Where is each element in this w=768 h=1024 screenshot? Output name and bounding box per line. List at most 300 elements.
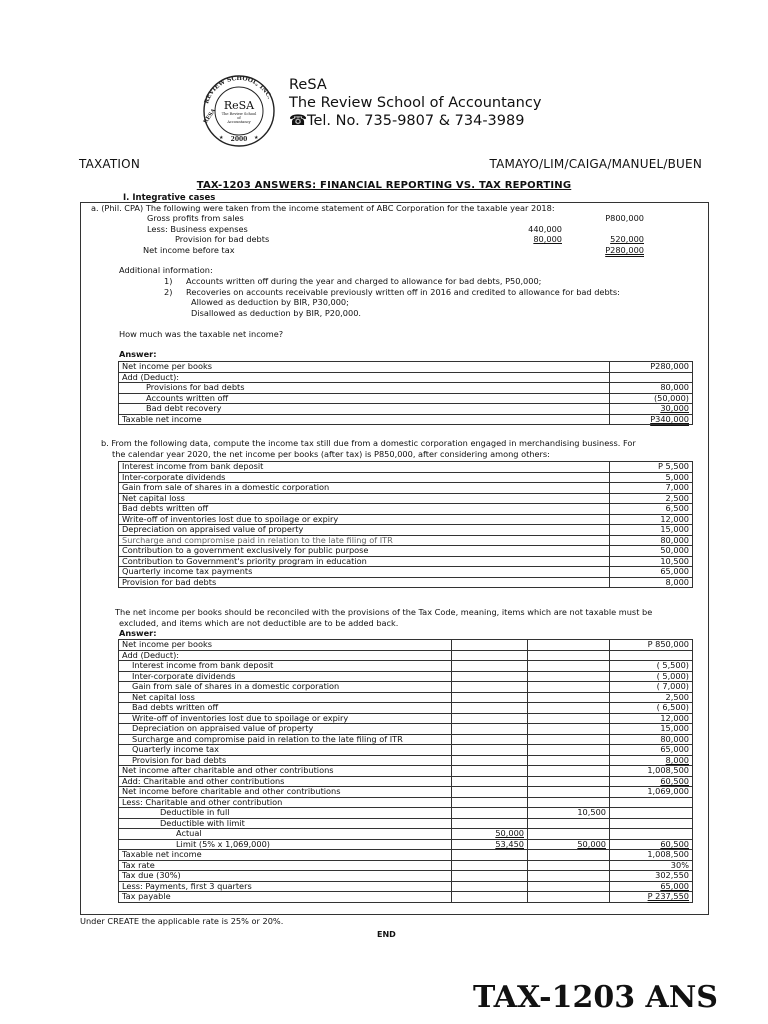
row-value-text: (50,000) [653,392,689,403]
table-row [119,860,693,871]
row-value [610,414,693,425]
row-col-2 [528,850,610,861]
table-row [119,372,693,383]
seal-star-icon: ★ [219,135,224,141]
row-col-1 [452,671,528,682]
row-col-1 [452,766,528,777]
row-value-text: 12,000 [660,513,689,524]
row-value [610,671,693,682]
row-value-text: 1,069,000 [647,786,689,796]
row-label [119,393,610,404]
row-col-2 [528,713,610,724]
row-label-text: Less: Charitable and other contribution [122,796,283,807]
row-label [119,850,452,861]
row-label [119,766,452,777]
row-col-2 [528,671,610,682]
document-title: TAX-1203 ANSWERS: FINANCIAL REPORTING VS. TAX REPORTING [196,180,572,191]
additional-info-title: Additional information: [119,265,213,275]
row-col-2 [528,839,610,850]
row-value-text: 50,000 [660,545,689,555]
row-value [610,514,693,525]
table-row [119,766,693,777]
row-label [119,372,610,383]
table-row [119,514,693,525]
item-1-text: Accounts written off during the year and charged to allowance for bad debts, P50,000; [186,276,542,286]
row-value-text: 302,550 [655,870,689,880]
resa-seal-logo [193,72,285,147]
seal-star-icon: ★ [254,135,259,141]
row-label-text: Deductible in full [160,807,230,817]
row-label-text: Interest income from bank deposit [122,461,264,471]
row-label-text: Surcharge and compromise paid in relation to the late filing of ITR [132,733,403,744]
seal-center-text: ReSA [223,99,255,112]
row-label [119,797,452,808]
row-label [119,839,452,850]
row-label-text: Net income before charitable and other contributions [122,786,341,796]
table-row [119,362,693,373]
table-row [119,871,693,882]
row-value [610,383,693,394]
row-col-2 [528,682,610,693]
row-label-text: Write-off of inventories lost due to spoilage or expiry [122,513,339,524]
row-label-text: Quarterly income tax [132,744,220,754]
row-value-text: P340,000 [650,413,689,424]
row-value [610,776,693,787]
row-label [119,556,610,567]
table-row [119,404,693,415]
row-label [119,808,452,819]
row-value [610,535,693,546]
row-value [610,850,693,861]
table-row [119,556,693,567]
row-col-1 [452,745,528,756]
table-row [119,797,693,808]
business-expenses-label: Less: Business expenses [147,224,248,234]
row-col-1-text: 50,000 [495,828,524,838]
row-value [610,462,693,473]
row-value [610,692,693,703]
row-value [610,472,693,483]
row-label-text: Inter-corporate dividends [122,471,226,482]
row-col-2 [528,787,610,798]
row-label-text: Net capital loss [132,691,195,702]
table-row [119,546,693,557]
row-value [610,404,693,415]
subject-label: TAXATION [79,157,140,171]
row-label-text: Write-off of inventories lost due to spoilage or expiry [132,712,349,723]
row-value-text: 80,000 [660,382,689,392]
table-row [119,692,693,703]
row-value [610,745,693,756]
seal-sub2: of [237,116,241,120]
net-income-value: P280,000 [605,245,644,255]
row-col-2 [528,650,610,661]
row-label [119,535,610,546]
row-col-1 [452,871,528,882]
row-label [119,776,452,787]
row-value [610,734,693,745]
row-col-2 [528,871,610,882]
row-value-text: 10,500 [660,555,689,566]
row-value [610,483,693,494]
row-col-2 [528,860,610,871]
table-row [119,535,693,546]
row-label [119,661,452,672]
case-a-question: How much was the taxable net income? [119,329,284,339]
row-value [610,797,693,808]
row-value [610,713,693,724]
row-label [119,650,452,661]
table-row [119,850,693,861]
row-value [610,546,693,557]
row-col-1 [452,661,528,672]
row-col-1 [452,640,528,651]
row-label-text: Provisions for bad debts [146,382,245,392]
row-value-text: 30% [670,859,689,870]
org-full-name: The Review School of Accountancy [289,95,542,111]
footnote: Under CREATE the applicable rate is 25% or 20%. [80,916,284,926]
row-label-text: Depreciation on appraised value of property [132,723,314,733]
row-value [610,493,693,504]
row-label [119,671,452,682]
row-col-2 [528,797,610,808]
row-col-2 [528,818,610,829]
item-1-number: 1) [164,276,173,286]
table-row [119,745,693,756]
item-2a-text: Allowed as deduction by BIR, P30,000; [191,297,349,307]
table-row [119,734,693,745]
row-value-text: ( 5,500) [656,660,689,670]
table-row [119,787,693,798]
table-row [119,383,693,394]
row-label-text: Bad debts written off [132,702,219,712]
row-label-text: Interest income from bank deposit [132,660,274,670]
row-label [119,692,452,703]
table-row [119,776,693,787]
case-b-answer-table [118,639,693,903]
row-value-text: 6,500 [665,503,689,513]
row-col-2 [528,661,610,672]
row-label-text: Surcharge and compromise paid in relation to the late filing of ITR [122,534,393,545]
row-value-text: 8,000 [665,754,689,765]
table-row [119,472,693,483]
row-label-text: Contribution to Government's priority program in education [122,555,367,566]
row-col-1 [452,650,528,661]
case-b-answer-label: Answer: [119,628,157,638]
row-col-1 [452,818,528,829]
row-label [119,404,610,415]
row-label-text: Bad debt recovery [146,403,222,413]
row-col-1 [452,797,528,808]
row-label [119,383,610,394]
row-label [119,414,610,425]
row-value [610,393,693,404]
reconciliation-note-line-2: excluded, and items which are not deductible are to be added back. [119,618,399,628]
row-label-text: Gain from sale of shares in a domestic corporation [122,482,330,492]
row-label-text: Provision for bad debts [122,576,217,587]
row-label [119,472,610,483]
row-col-1 [452,787,528,798]
row-col-2 [528,808,610,819]
reconciliation-note-line-1: The net income per books should be reconciled with the provisions of the Tax Code, meaning, items which are not taxable must be [115,607,653,617]
row-label-text: Bad debts written off [122,503,209,513]
row-label-text: Taxable net income [122,849,202,859]
row-col-1 [452,839,528,850]
row-col-2-text: 50,000 [577,838,606,849]
row-col-1 [452,808,528,819]
row-value [610,504,693,515]
row-label [119,818,452,829]
bad-debt-provision-label: Provision for bad debts [175,234,270,244]
row-col-1 [452,734,528,745]
seal-year: 2000 [230,136,248,143]
row-value-text: P 5,500 [658,461,689,471]
row-value [610,724,693,735]
row-value-text: 60,500 [660,838,689,849]
table-row [119,724,693,735]
seal-left-text: RESA [202,107,218,126]
table-row [119,703,693,714]
row-value [610,839,693,850]
case-b-data-table [118,461,693,588]
row-label-text: Accounts written off [146,392,229,403]
row-col-1 [452,713,528,724]
row-label-text: Contribution to a government exclusively for public purpose [122,545,369,555]
row-value-text: 2,500 [665,492,689,503]
org-short-name: ReSA [289,77,327,93]
table-row [119,713,693,724]
row-label [119,703,452,714]
table-row [119,818,693,829]
row-col-2 [528,734,610,745]
row-label [119,546,610,557]
row-label [119,483,610,494]
gross-profit-value: P800,000 [605,213,644,223]
row-label-text: Tax rate [122,859,155,870]
table-row [119,393,693,404]
row-value [610,567,693,578]
row-value [610,372,693,383]
row-value [610,650,693,661]
row-label [119,892,452,903]
row-col-1 [452,881,528,892]
table-row [119,671,693,682]
row-label [119,682,452,693]
row-value [610,829,693,840]
row-value-text: 1,008,500 [647,849,689,859]
table-row [119,839,693,850]
row-value [610,577,693,588]
row-value [610,556,693,567]
end-marker: END [377,930,396,939]
row-value-text: 15,000 [660,524,689,534]
row-label [119,829,452,840]
row-label [119,504,610,515]
row-col-1 [452,860,528,871]
row-label-text: Taxable net income [122,413,202,424]
table-row [119,577,693,588]
row-col-2 [528,892,610,903]
row-col-1 [452,682,528,693]
seal-sub1: The Review School [221,112,257,116]
row-value [610,525,693,536]
item-2-text: Recoveries on accounts receivable previously written off in 2016 and credited to allowance for bad debts: [186,287,620,297]
row-col-2 [528,755,610,766]
row-value [610,871,693,882]
item-2-number: 2) [164,287,173,297]
section-heading: I. Integrative cases [123,193,216,203]
row-value-text: 65,000 [660,566,689,576]
row-label-text: Limit (5% x 1,069,000) [176,838,270,849]
seal-ring-text: REVIEW SCHOOL, INC. [203,74,273,105]
business-expenses-value: 440,000 [528,224,562,234]
row-col-1 [452,692,528,703]
row-label-text: Less: Payments, first 3 quarters [122,880,252,891]
row-value-text: ( 7,000) [656,681,689,691]
org-phone: ☎Tel. No. 735-9807 & 734-3989 [289,113,525,129]
row-label [119,881,452,892]
row-value [610,766,693,777]
row-value-text: 8,000 [665,576,689,587]
table-row [119,462,693,473]
row-label [119,871,452,882]
row-label-text: Inter-corporate dividends [132,670,236,681]
row-label [119,567,610,578]
table-row [119,567,693,578]
row-col-1-text: 53,450 [495,838,524,849]
row-value [610,640,693,651]
row-label-text: Tax due (30%) [122,870,181,880]
row-label-text: Net capital loss [122,492,185,503]
row-label [119,724,452,735]
row-col-1 [452,724,528,735]
table-row [119,829,693,840]
row-label-text: Deductible with limit [160,817,245,828]
row-col-2 [528,829,610,840]
row-label [119,787,452,798]
row-col-1 [452,703,528,714]
table-row [119,881,693,892]
row-label [119,525,610,536]
row-label-text: Depreciation on appraised value of property [122,524,304,534]
table-row [119,755,693,766]
row-col-2 [528,745,610,756]
table-row [119,661,693,672]
row-value-text: 80,000 [660,534,689,545]
row-label-text: Gain from sale of shares in a domestic corporation [132,681,340,691]
row-label-text: Net income per books [122,361,212,371]
row-value [610,661,693,672]
row-value-text: 5,000 [665,471,689,482]
row-value [610,787,693,798]
table-row [119,504,693,515]
row-value [610,755,693,766]
row-value [610,808,693,819]
row-value [610,881,693,892]
case-a-answer-label: Answer: [119,349,157,359]
row-label [119,734,452,745]
row-value-text: ( 6,500) [656,702,689,712]
net-income-label: Net income before tax [143,245,235,255]
row-col-2 [528,881,610,892]
row-value-text: 7,000 [665,482,689,492]
row-label [119,577,610,588]
row-value-text: P 850,000 [647,639,689,649]
row-label [119,713,452,724]
row-label-text: Net income after charitable and other contributions [122,765,334,775]
row-label-text: Provision for bad debts [132,754,227,765]
row-col-2 [528,766,610,777]
row-col-2 [528,724,610,735]
row-value [610,362,693,373]
row-value-text: 80,000 [660,733,689,744]
footer-document-code: TAX-1203 ANS [473,980,718,1015]
case-b-prompt-line-2: the calendar year 2020, the net income per books (after tax) is P850,000, after considering among others: [112,449,550,459]
row-label [119,745,452,756]
row-col-1 [452,776,528,787]
row-value-text: 1,008,500 [647,765,689,775]
table-row [119,525,693,536]
row-col-1 [452,892,528,903]
row-label [119,755,452,766]
brand-block [289,76,541,130]
row-value [610,703,693,714]
row-col-2 [528,703,610,714]
row-col-1 [452,755,528,766]
bad-debt-provision-value: 80,000 [533,234,562,244]
row-label [119,640,452,651]
row-label-text: Quarterly income tax payments [122,566,253,576]
item-2b-text: Disallowed as deduction by BIR, P20,000. [191,308,362,318]
authors-label: TAMAYO/LIM/CAIGA/MANUEL/BUEN [489,157,702,171]
seal-sub3: Accountancy [227,120,251,124]
table-row [119,682,693,693]
row-label [119,493,610,504]
row-label-text: Actual [176,828,202,838]
case-a-prompt: a. (Phil. CPA) The following were taken from the income statement of ABC Corporation for the taxable year 2018: [91,203,555,213]
row-col-1 [452,829,528,840]
row-value-text: 2,500 [665,691,689,702]
table-row [119,483,693,494]
row-value [610,682,693,693]
row-value-text: 65,000 [660,744,689,754]
row-value-text: 65,000 [660,880,689,891]
table-row [119,640,693,651]
row-label-text: Add (Deduct): [122,371,180,382]
row-label [119,362,610,373]
row-value-text: ( 5,000) [656,670,689,681]
row-label-text: Tax payable [122,891,171,901]
row-label [119,462,610,473]
row-label-text: Net income per books [122,639,212,649]
table-row [119,414,693,425]
table-row [119,892,693,903]
row-value [610,892,693,903]
row-value [610,860,693,871]
row-label-text: Add: Charitable and other contributions [122,775,285,786]
row-value-text: 30,000 [660,403,689,413]
row-value-text: P280,000 [650,361,689,371]
total-expenses-value: 520,000 [610,234,644,244]
gross-profit-label: Gross profits from sales [147,213,244,223]
row-value-text: 15,000 [660,723,689,733]
table-row [119,650,693,661]
row-label [119,514,610,525]
table-row [119,493,693,504]
row-value-text: 12,000 [660,712,689,723]
row-col-2-text: 10,500 [577,807,606,817]
row-col-2 [528,692,610,703]
